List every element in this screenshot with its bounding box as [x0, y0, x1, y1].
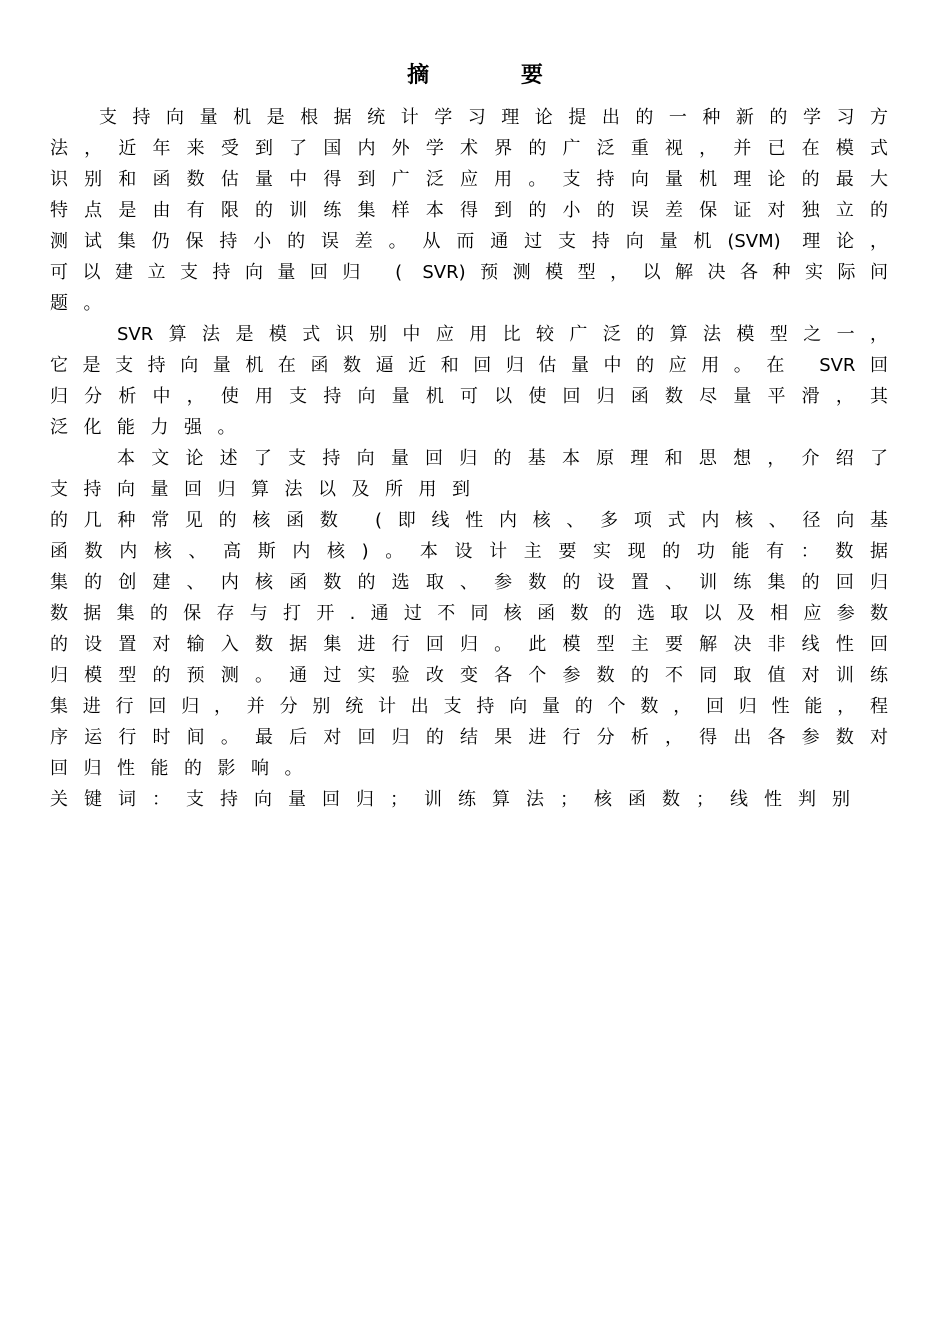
paragraph-1-line-2: 法，近年来受到了国内外学术界的广泛重视，并已在模式 [50, 138, 888, 159]
paragraph-3-line-4: 函数内核、高斯内核)。本设计主要实现的功能有：数据 [50, 541, 888, 562]
paragraph-3-line-5: 集的创建、内核函数的选取、参数的设置、训练集的回归 [50, 572, 888, 593]
paragraph-3-line-2: 支持向量回归算法以及所用到 [50, 479, 486, 500]
paragraph-3-line-8: 归模型的预测。通过实验改变各个参数的不同取值对训练 [50, 665, 888, 686]
paragraph-1-line-7: 题。 [50, 293, 117, 314]
paragraph-1-line-4: 特点是由有限的训练集样本得到的小的误差保证对独立的 [50, 200, 888, 221]
paragraph-2-line-4: 泛化能力强。 [50, 417, 251, 438]
paragraph-3-line-1: 本文论述了支持向量回归的基本原理和思想，介绍了 [117, 448, 888, 469]
paragraph-1-line-6: 可以建立支持向量回归 ( SVR)预测模型，以解决各种实际问 [50, 262, 888, 283]
paragraph-3-line-7: 的设置对输入数据集进行回归。此模型主要解决非线性回 [50, 634, 888, 655]
paragraph-1-line-5: 测试集仍保持小的误差。从而通过支持向量机(SVM) 理论， [50, 231, 888, 252]
keywords-line: 关键词：支持向量回归；训练算法；核函数；线性判别 [50, 789, 866, 810]
paragraph-2-line-1: SVR算法是模式识别中应用比较广泛的算法模型之一， [117, 324, 888, 345]
paragraph-1-line-3: 识别和函数估量中得到广泛应用。支持向量机理论的最大 [50, 169, 888, 190]
paragraph-2-line-2: 它是支持向量机在函数逼近和回归估量中的应用。在 SVR回 [50, 355, 888, 376]
paragraph-2-line-3: 归分析中，使用支持向量机可以使回归函数尽量平滑，其 [50, 386, 888, 407]
paragraph-3-line-10: 序运行时间。最后对回归的结果进行分析，得出各参数对 [50, 727, 888, 748]
paragraph-3-line-6: 数据集的保存与打开.通过不同核函数的选取以及相应参数 [50, 603, 888, 624]
paragraph-3-line-3: 的几种常见的核函数 (即线性内核、多项式内核、径向基 [50, 510, 888, 531]
paragraph-3-line-9: 集进行回归，并分别统计出支持向量的个数，回归性能，程 [50, 696, 888, 717]
paragraph-1-line-1: 支持向量机是根据统计学习理论提出的一种新的学习方 [99, 107, 888, 128]
page-title: 摘 要 [407, 62, 585, 88]
paragraph-3-line-11: 回归性能的影响。 [50, 758, 318, 779]
